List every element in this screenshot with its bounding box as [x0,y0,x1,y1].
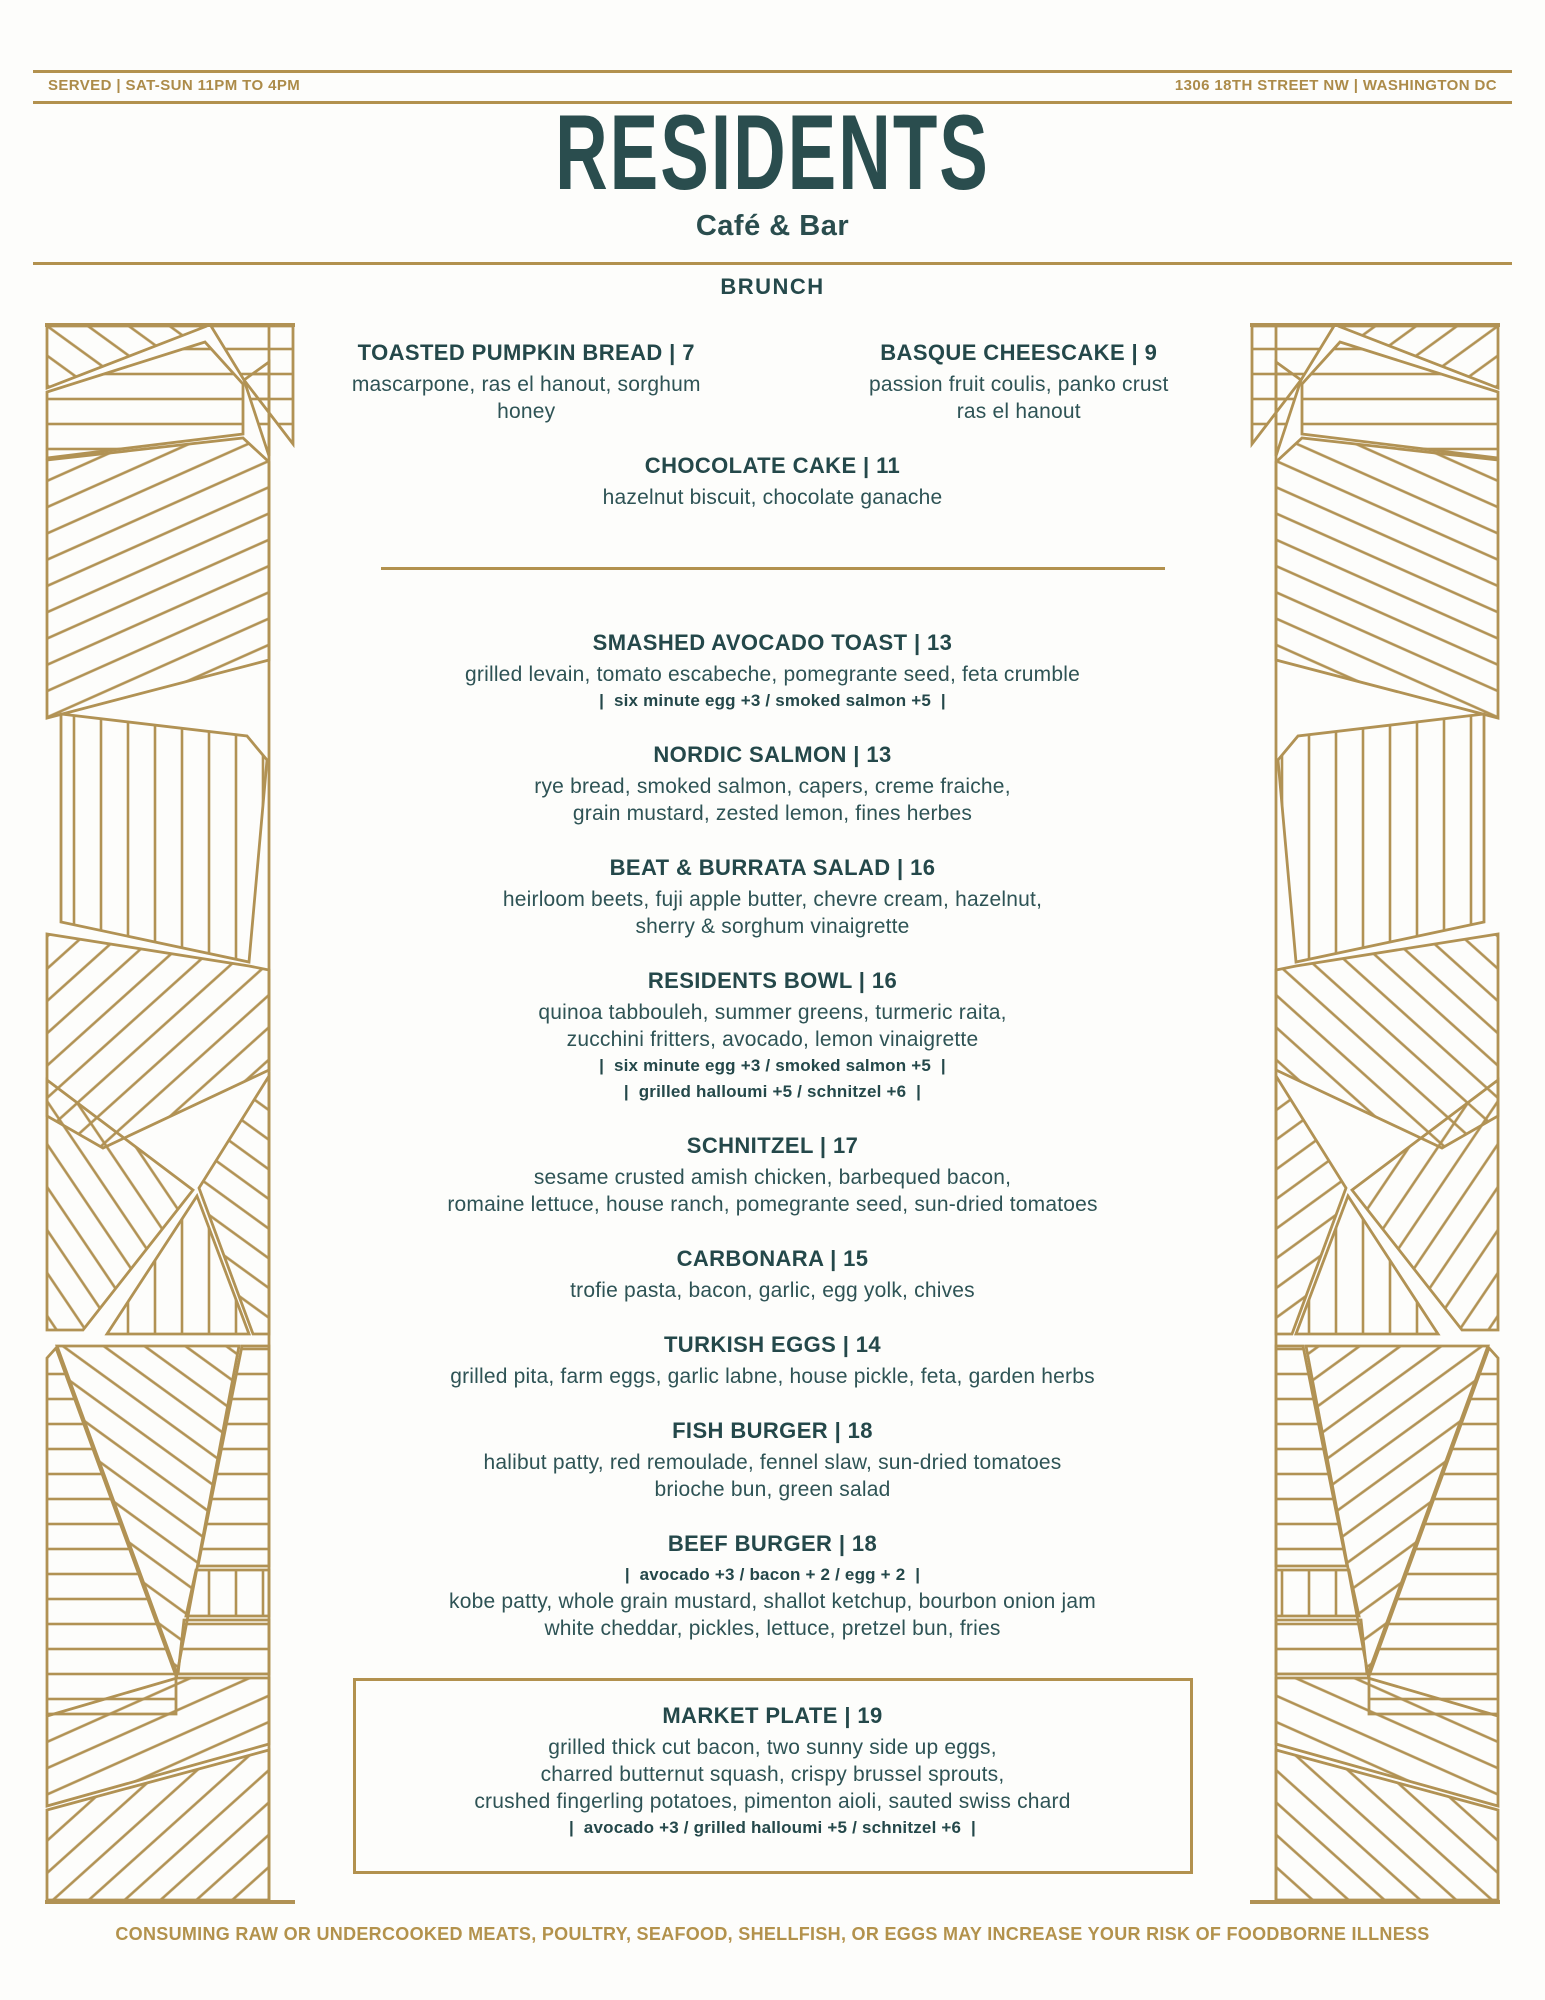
item-addon-line: | avocado +3 / grilled halloumi +5 / schnitzel +6 | [569,1818,976,1837]
item-description-line: crushed fingerling potatoes, pimenton aioli, sauted swiss chard [474,1790,1071,1813]
item-addon-line: | six minute egg +3 / smoked salmon +5 | [599,1056,946,1075]
mains-list [300,628,1245,1642]
section-divider [381,567,1165,570]
item-description-line: grain mustard, zested lemon, fines herbes [572,802,973,825]
item-name-price: FISH BURGER | 18 [672,1418,873,1443]
menu-item-nordic-salmon [300,740,1245,827]
item-description-line: ras el hanout [956,400,1081,423]
item-name-price: BEEF BURGER | 18 [667,1531,878,1556]
mid-rule [33,262,1512,265]
item-description-line: halibut patty, red remoulade, fennel slaw, sun-dried tomatoes [483,1451,1062,1474]
menu-item-beat-burrata-salad [300,853,1245,940]
menu-item-toasted-pumpkin-bread [300,338,753,425]
menu-item-beef-burger [300,1529,1245,1642]
market-plate-box [353,1678,1193,1874]
item-description-line: charred butternut squash, crispy brussel sprouts, [540,1763,1005,1786]
left-ornament-panel [45,322,295,1905]
menu-item-turkish-eggs [300,1330,1245,1390]
item-description-line: white cheddar, pickles, lettuce, pretzel bun, fries [544,1617,1001,1640]
item-name-price: BEAT & BURRATA SALAD | 16 [609,855,936,880]
item-description-line: rye bread, smoked salmon, capers, creme fraiche, [534,775,1011,798]
menu-item-carbonara [300,1244,1245,1304]
item-name-price: CHOCOLATE CAKE | 11 [644,453,901,478]
menu-section-label: BRUNCH [720,274,825,299]
item-addon-line: | avocado +3 / bacon + 2 / egg + 2 | [624,1565,921,1584]
menu-content [300,338,1245,1874]
desserts-singles [300,451,1245,511]
item-description-line: grilled levain, tomato escabeche, pomegrante seed, feta crumble [465,663,1080,686]
top-rule-upper [33,70,1512,73]
item-description-line: sesame crusted amish chicken, barbequed bacon, [533,1166,1012,1189]
item-description-line: mascarpone, ras el hanout, sorghum [351,373,701,396]
menu-item-fish-burger [300,1416,1245,1503]
item-description-line: romaine lettuce, house ranch, pomegrante seed, sun-dried tomatoes [447,1193,1098,1216]
address-text: 1306 18TH STREET NW | WASHINGTON DC [1174,77,1497,94]
item-description-line: kobe patty, whole grain mustard, shallot ketchup, bourbon onion jam [449,1590,1096,1613]
item-description-line: zucchini fritters, avocado, lemon vinaigrette [566,1028,979,1051]
item-description-line: quinoa tabbouleh, summer greens, turmeric raita, [538,1001,1007,1024]
item-name-price: SMASHED AVOCADO TOAST | 13 [592,630,953,655]
menu-item-smashed-avocado-toast [300,628,1245,714]
item-description-line: grilled pita, farm eggs, garlic labne, house pickle, feta, garden herbs [450,1365,1095,1388]
menu-item-basque-cheescake [793,338,1246,425]
served-hours-text: SERVED | SAT-SUN 11PM TO 4PM [48,77,301,94]
item-description-line: hazelnut biscuit, chocolate ganache [602,486,943,509]
item-name-price: MARKET PLATE | 19 [662,1703,883,1728]
item-name-price: SCHNITZEL | 17 [686,1133,859,1158]
item-description-line: heirloom beets, fuji apple butter, chevre cream, hazelnut, [502,888,1043,911]
item-name-price: TURKISH EGGS | 14 [663,1332,882,1357]
item-description-line: brioche bun, green salad [654,1478,891,1501]
desserts-row [300,338,1245,451]
menu-item-chocolate-cake [300,451,1245,511]
restaurant-subtitle: Café & Bar [695,210,850,242]
item-name-price: TOASTED PUMPKIN BREAD | 7 [357,340,695,365]
item-name-price: NORDIC SALMON | 13 [653,742,892,767]
menu-item-schnitzel [300,1131,1245,1218]
item-description-line: passion fruit coulis, panko crust [868,373,1169,396]
restaurant-title: RESIDENTS [555,92,990,212]
item-description-line: trofie pasta, bacon, garlic, egg yolk, chives [570,1279,975,1302]
right-ornament-panel [1250,322,1500,1905]
item-name-price: RESIDENTS BOWL | 16 [647,968,898,993]
menu-item-market-plate [370,1701,1176,1841]
item-addon-line: | six minute egg +3 / smoked salmon +5 | [599,691,946,710]
item-name-price: BASQUE CHEESCAKE | 9 [880,340,1158,365]
item-name-price: CARBONARA | 15 [676,1246,869,1271]
item-description-line: sherry & sorghum vinaigrette [635,915,910,938]
footer-disclaimer: CONSUMING RAW OR UNDERCOOKED MEATS, POULTRY, SEAFOOD, SHELLFISH, OR EGGS MAY INCREASE YOUR RISK OF FOODBORNE ILLNESS [115,1924,1430,1944]
item-addon-line: | grilled halloumi +5 / schnitzel +6 | [623,1082,922,1101]
item-description-line: honey [497,400,556,423]
menu-item-residents-bowl [300,966,1245,1105]
item-description-line: grilled thick cut bacon, two sunny side up eggs, [548,1736,997,1759]
